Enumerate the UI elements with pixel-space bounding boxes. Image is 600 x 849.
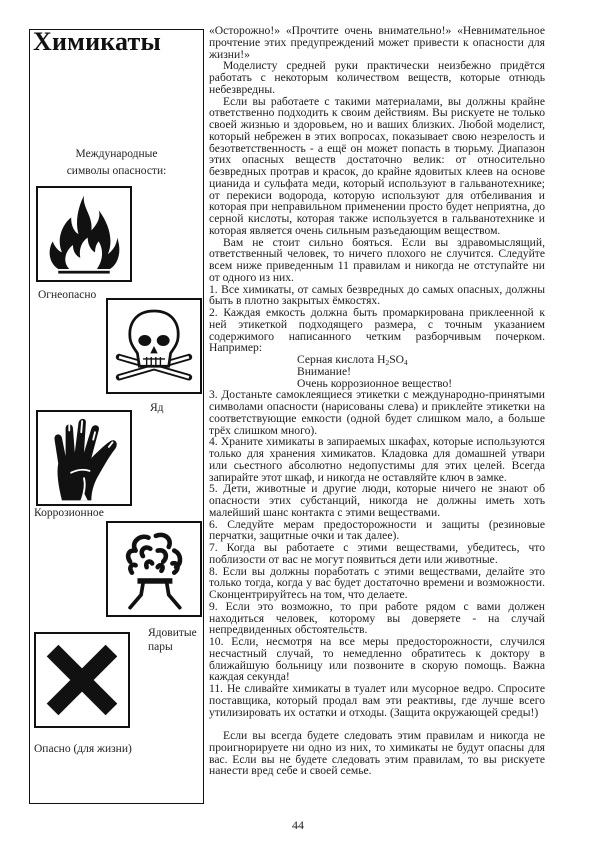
rule-6: 6. Следуйте мерам предосторожности и защиты (резиновые перчатки, защитные очки и так далее). (209, 517, 545, 543)
label-example-prefix: Серная кислота H (297, 353, 386, 366)
toxic-fumes-label-line1: Ядовитые (148, 627, 197, 639)
rule-4: 4. Храните химикаты в запираемых шкафах, которые используются только для хранения химикатов. Кладовка для домашней утвари или сьестного абсолютно недопустимы для этих целей. Всегда запирайте этот шкаф, и никогда не оставляйте ключ в замке. (209, 435, 545, 484)
toxic-fumes-symbol (106, 521, 202, 617)
corroded-hand-icon (38, 412, 130, 504)
x-cross-icon (36, 634, 128, 726)
symbols-intro-caption (29, 146, 204, 180)
harmful-symbol (34, 632, 130, 728)
rule-3: 3. Достаньте самоклеящиеся этикетки с международно-принятыми символами опасности (нарисованы слева) и приклейте этикетки на соответствующие емкости (одной будет слишком мало, а больше трёх слишком много). (209, 388, 545, 437)
rule-7: 7. Когда вы работаете с этими веществами, убедитесь, что поблизости от вас не могут появиться дети или животные. (209, 541, 545, 566)
symbols-intro-line1: Международные (75, 148, 158, 160)
page-number: 44 (292, 818, 304, 832)
rule-11: 11. Не сливайте химикаты в туалет или мусорное ведро. Спросите поставщика, который продал вам эти реактивы, где лучше всего утилизировать их остатки и отходы. (Защита окружающей среды!) (209, 682, 545, 719)
skull-crossbones-icon (108, 300, 200, 392)
flame-icon (38, 188, 130, 280)
rule-1: 1. Все химикаты, от самых безвредных до самых опасных, должны быть в плотно закрытых ёмкостях. (209, 282, 545, 308)
body-text-column (209, 25, 545, 777)
corrosive-symbol (36, 410, 132, 506)
page-title: Химикаты (33, 27, 162, 56)
label-example-line3: Очень коррозионное вещество! (297, 376, 453, 390)
hazards-paragraph: Если вы работаете с такими материалами, вы должны крайне ответственно подходить к своим действиям. Вы рискуете не только своей жизнью и здоровьем, но и ваших близких. Любой моделист, который небрежен в этих вопросах, показывает свою незрелость и безответственность - а ещё он может попасть в тюрьму. Диапазон этих опасных веществ достаточно велик: от относительно безвредных протрав и красок, до крайне ядовитых клеев на основе цианида и сульфата меди, который используют в гальванотехнике; от перекиси водорода, которую используют для отбеливания и которая при неправильном применении просто будет неприятна, до серной кислоты, которая также используется в гальванотехнике и которая является очень сильным разъедающим веществом. (209, 94, 545, 237)
rule-2: 2. Каждая емкость должна быть промаркирована приклеенной к ней этикеткой подходящего размера, с точным указанием содержимого написанного четким разборчивым почерком. Например: (209, 306, 545, 355)
rule-5: 5. Дети, животные и другие люди, которые ничего не знают об опасности этих субстанций, никогда не должны иметь хоть малейший шанс контакта с этими веществами. (209, 482, 545, 519)
flammable-symbol (36, 186, 132, 282)
poison-label: Яд (150, 402, 164, 414)
label-example-mid: SO (389, 353, 405, 366)
toxic-fumes-label (148, 626, 197, 654)
rule-10: 10. Если, несмотря на все меры предосторожности, случился несчастный случай, то немедленно обратитесь к доктору в ближайшую больницу или позвоните в скорую помощь. Важна каждая секунда! (209, 635, 545, 684)
flammable-label: Огнеопасно (38, 289, 97, 301)
rule-8: 8. Если вы должны поработать с этими веществами, делайте это только тогда, когда у вас будет достаточно времени и возможности. Сконцентрируйтесь на том, что делаете. (209, 564, 545, 601)
closing-paragraph: Если вы всегда будете следовать этим правилам и никогда не проигнорируете ни одно из них, то химикаты не будут опасны для вас. Если вы не будете следовать этим правилам, то вы рискуете нанести вред себе и своей семье. (209, 729, 545, 778)
corrosive-label: Коррозионное (34, 507, 104, 519)
toxic-fumes-label-line2: пары (148, 641, 173, 653)
label-example-sub2: 4 (404, 358, 408, 367)
intro-paragraph: Моделисту средней руки практически неизбежно придётся работать с некоторым количеством веществ, которые отнюдь небезвредны. (209, 59, 545, 96)
reassurance-paragraph: Вам не стоит сильно бояться. Если вы здравомыслящий, ответственный человек, то ничего плохого не случится. Следуйте всем ниже приведенным 11 правилам и никогда не отступайте ни от одного из них. (209, 235, 545, 284)
poison-symbol (106, 298, 202, 394)
warning-paragraph: «Осторожно!» «Прочтите очень внимательно!» «Невнимательное прочтение этих предупреждений может привести к опасности для жизни!» (209, 24, 545, 61)
symbols-intro-line2: символы опасности: (66, 165, 167, 177)
harmful-label: Опасно (для жизни) (34, 743, 132, 755)
label-example-line2: Внимание! (297, 364, 351, 378)
label-example-sub1: 2 (385, 358, 390, 367)
toxic-fumes-icon (108, 523, 200, 615)
label-example-line1 (209, 354, 545, 366)
rule-9: 9. Если это возможно, то при работе рядом с вами должен находиться человек, которому вы доверяете - на случай непредвиденных обстоятельств. (209, 599, 545, 637)
